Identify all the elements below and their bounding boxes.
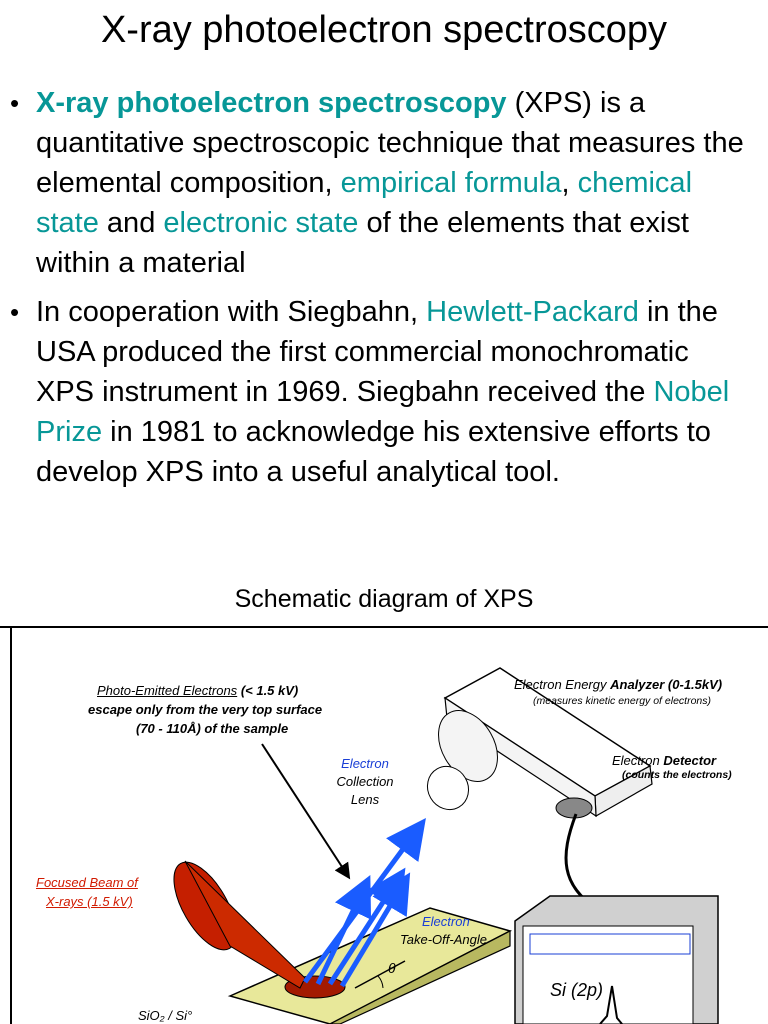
text-run: In cooperation with Siegbahn, bbox=[36, 296, 427, 328]
lens-line1: Electron bbox=[341, 756, 389, 771]
bullet-icon: • bbox=[10, 297, 20, 327]
empirical-formula-link[interactable]: empirical formula bbox=[340, 167, 562, 199]
xps-schematic-diagram bbox=[0, 626, 768, 1024]
bullet-list bbox=[10, 83, 750, 492]
detector-note: (counts the electrons) bbox=[622, 769, 732, 781]
photo-emitted-line3: (70 - 110Å) of the sample bbox=[136, 721, 289, 736]
analyzer-note: (measures kinetic energy of electrons) bbox=[533, 695, 711, 707]
bullet-text bbox=[36, 87, 744, 279]
xps-link[interactable]: X-ray photoelectron spectroscopy bbox=[36, 87, 507, 119]
analyzer-label bbox=[514, 677, 722, 693]
text-run: , bbox=[561, 167, 578, 199]
text-run: (XPS) is a quantitative spectroscopic technique that measures the elemental composition, bbox=[36, 87, 744, 199]
theta-symbol: θ bbox=[388, 960, 396, 976]
diagram-caption: Schematic diagram of XPS bbox=[234, 585, 534, 613]
text-run: of the elements that exist within a material bbox=[36, 207, 689, 279]
text-run: in the USA produced the first commercial monochromatic XPS instrument in 1969. Siegbahn received the bbox=[36, 296, 718, 408]
hewlett-packard-link[interactable]: Hewlett-Packard bbox=[426, 296, 639, 328]
text-run: in 1981 to acknowledge his extensive efforts to develop XPS into a useful analytical tool. bbox=[36, 416, 711, 488]
bullet-text bbox=[36, 296, 729, 488]
slide-title: X-ray photoelectron spectroscopy bbox=[100, 9, 668, 51]
detector-blue: Electron bbox=[612, 753, 660, 768]
spectrum-label: Si (2p) bbox=[550, 980, 604, 1000]
sample-label: SiO₂ / Si° bbox=[138, 1008, 193, 1023]
takeoff-line1: Electron bbox=[422, 914, 470, 929]
bullet-item bbox=[10, 83, 750, 283]
detector-label bbox=[612, 753, 716, 769]
lens-line2: Collection bbox=[336, 774, 394, 789]
photo-emitted-line2: escape only from the very top surface bbox=[88, 702, 323, 717]
xray-beam-cone bbox=[161, 853, 305, 988]
analyzer-blue: Electron Energy bbox=[514, 677, 607, 692]
chemical-state-link[interactable]: chemical state bbox=[36, 167, 693, 239]
photo-emitted-kv: (< 1.5 kV) bbox=[240, 683, 299, 698]
bullet-icon: • bbox=[10, 88, 20, 118]
bullet-item bbox=[10, 292, 750, 492]
lens-line3: Lens bbox=[350, 792, 380, 807]
electronic-state-link[interactable]: electronic state bbox=[163, 207, 359, 239]
photo-emitted-title: Photo-Emitted Electrons bbox=[97, 683, 238, 698]
photo-emitted-label bbox=[97, 683, 298, 699]
detector-monitor bbox=[515, 896, 718, 1024]
takeoff-line2: Take-Off-Angle bbox=[400, 932, 487, 947]
detector-black: Detector bbox=[663, 753, 717, 768]
xray-line2: X-rays (1.5 kV) bbox=[46, 894, 133, 909]
analyzer-black: Analyzer (0-1.5kV) bbox=[610, 677, 723, 692]
nobel-prize-link[interactable]: Nobel Prize bbox=[36, 376, 730, 448]
text-run: and bbox=[98, 207, 164, 239]
xray-line1: Focused Beam of bbox=[36, 875, 138, 890]
